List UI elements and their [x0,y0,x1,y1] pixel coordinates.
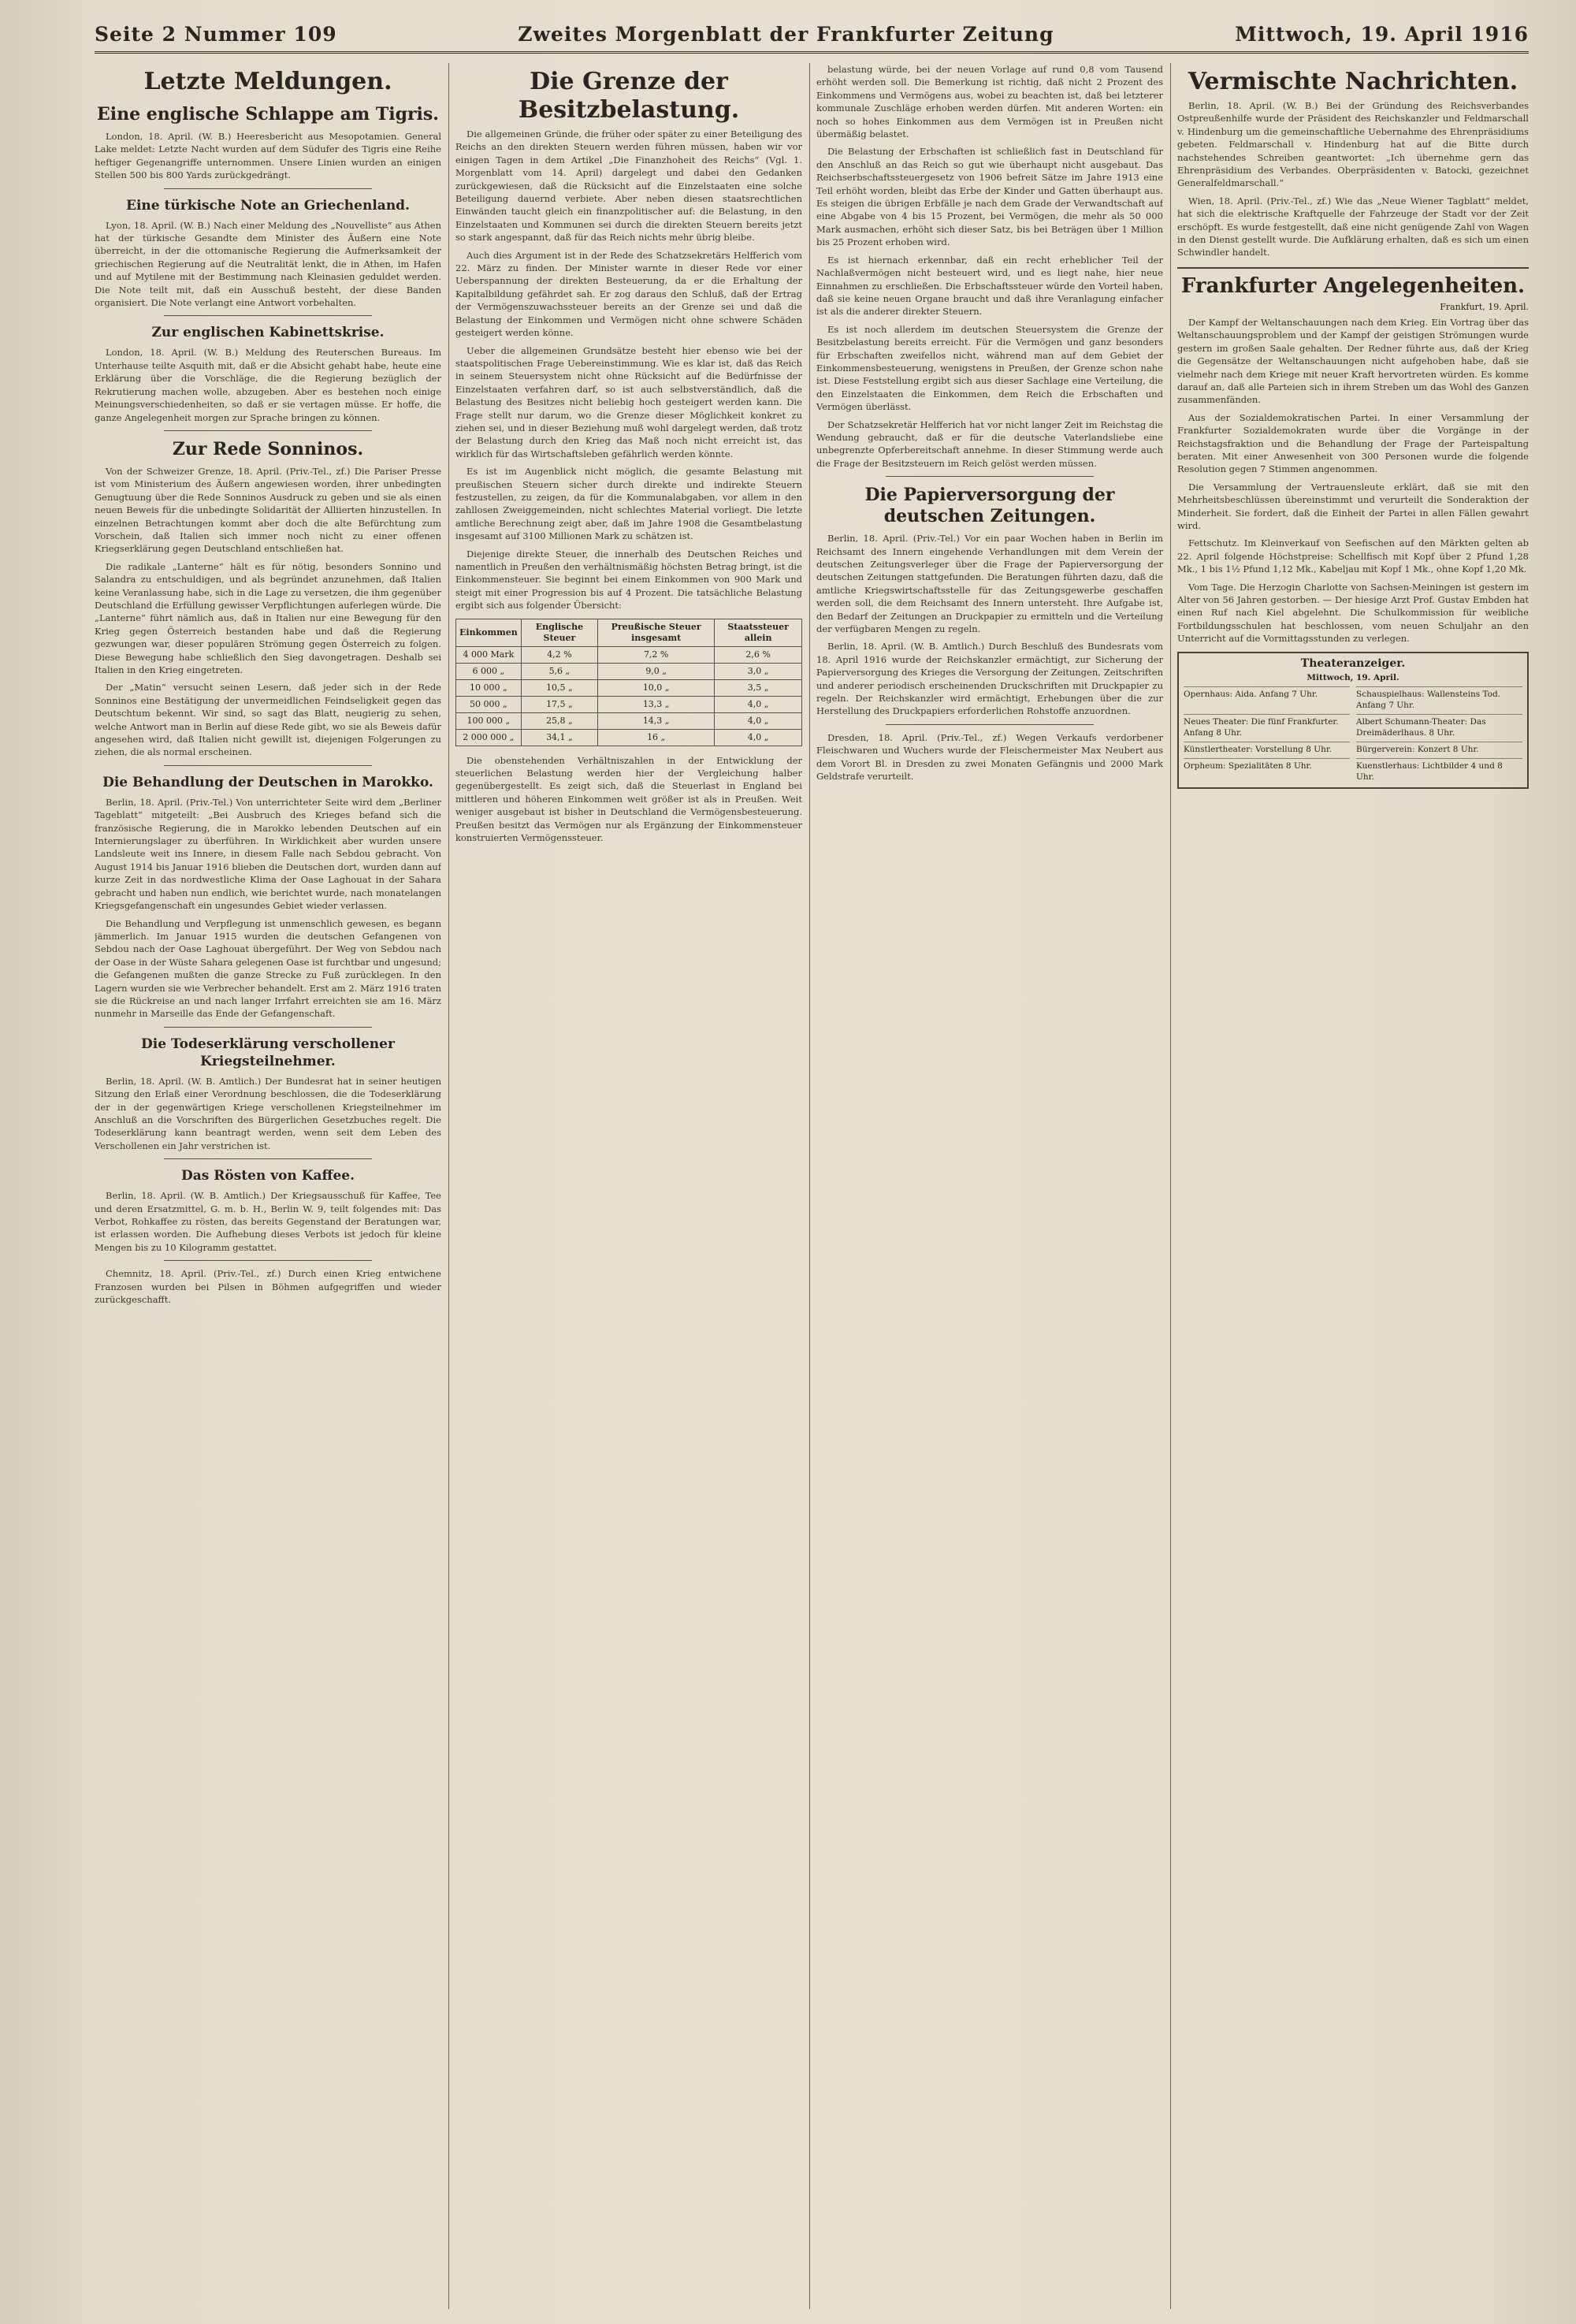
column-rule [1170,63,1171,2309]
table-cell: 3,5 „ [715,679,802,696]
article-headline: Die Behandlung der Deutschen in Marokko. [102,774,433,790]
header-right: Mittwoch, 19. April 1916 [1235,23,1529,46]
listings-date: Mittwoch, 19. April. [1307,672,1399,682]
page-header [95,17,1529,54]
divider [164,1158,372,1159]
listing-item: Opernhaus: Aida. Anfang 7 Uhr. [1184,686,1350,711]
divider [886,476,1094,477]
table-cell: 50 000 „ [456,696,522,712]
divider [164,188,372,189]
listing-item: Schauspielhaus: Wallensteins Tod. Anfang 7 Uhr. [1356,686,1522,711]
table-cell: 2 000 000 „ [456,729,522,746]
table-cell: 4,2 % [521,646,597,663]
article-text: Von der Schweizer Grenze, 18. April. (Priv.-Tel., zf.) Die Pariser Presse ist vom Ministerium des Äußern angewiesen worden, ihrer unbedingten Genugtuung über die Rede Sonninos Ausdruck zu geben und sie als einen neuen Beweis für die unbedingte Solidarität der Alliierten hinzustellen. In einzelnen Betrachtungen kommt aber doch die alte Befürchtung zum Vorschein, daß Italien sich immer noch nicht zu einer offenen Kriegserklärung gegen Deutschland entschließen hat. [95,465,441,555]
column-3 [816,63,1163,2317]
article-text: Der „Matin“ versucht seinen Lesern, daß jeder sich in der Rede Sonninos eine Bestätigung der unvermeidlichen Feindseligkeit gegen das Deutschtum bekennt. Wir sind, so sagt das Blatt, neugierig zu sehen, welche Antwort man in Berlin auf diese Rede gibt, wo sie als Beweis dafür angesehen wird, daß Italien nicht gewillt ist, diejenigen Folgerungen zu ziehen, die als normal erscheinen. [95,682,441,758]
article-text: Der Schatzsekretär Helfferich hat vor nicht langer Zeit im Reichstag die Wendung gebraucht, daß er für die deutsche Vaterlandsliebe eine unbegrenzte Opferbereitschaft annehme. In dieser Stimmung werde auch die Frage der Besitzsteuern im Reich gelöst werden müssen. [816,418,1163,469]
table-row [456,712,802,729]
tax-table [455,619,802,746]
table-row [456,663,802,679]
table-cell: 4,0 „ [715,729,802,746]
listing-item: Bürgerverein: Konzert 8 Uhr. [1356,742,1522,755]
article-text: Lyon, 18. April. (W. B.) Nach einer Meldung des „Nouvelliste“ aus Athen hat der türkische Gesandte dem Minister des Äußern eine Note überreicht, in der die ottomanische Regierung die Aufmerksamkeit der griechischen Regierung auf die Neutralität lenkt, die in Athen, im Hafen und auf Mytilene mit der Bestimmung nach Kleinasien geduldet werden. Die Note teilt mit, daß ein Ausschuß besteht, der diese Banden organisiert. Die Note verlangt eine Antwort vorbehalten. [95,219,441,309]
table-cell: 100 000 „ [456,712,522,729]
article-headline: Die Todeserklärung verschollener Kriegsteilnehmer. [141,1036,395,1069]
listing-item: Neues Theater: Die fünf Frankfurter. Anfang 8 Uhr. [1184,714,1350,738]
table-cell: 4 000 Mark [456,646,522,663]
table-cell: 2,6 % [715,646,802,663]
article-text: Es ist noch allerdem im deutschen Steuersystem die Grenze der Besitzbelastung bereits erreicht. Für die Vermögen und ganz besonders für Erbschaften zweifellos nicht, während man auf dem Gebiet der Einkommensbesteuerung, wenigstens in Preußen, der Grenze schon nahe ist. Diese Feststellung ergibt sich aus dieser Sachlage eine Verteilung, die den Einzelstaaten die Einkommen, dem Reich die Erbschaften und Vermögen überlässt. [816,323,1163,413]
table-cell: 25,8 „ [521,712,597,729]
article-text: Berlin, 18. April. (W. B. Amtlich.) Der Bundesrat hat in seiner heutigen Sitzung den Erlaß einer Verordnung beschlossen, die die Todeserklärung der in der gegenwärtigen Kriege verschollenen Kriegsteilnehmer im Anschluß an die Vorschriften des Bürgerlichen Gesetzbuches regelt. Die Todeserklärung kann beantragt werden, wenn seit dem Leben des Verschollenen ein Jahr verstrichen ist. [95,1075,441,1151]
table-row [456,646,802,663]
section-title: Frankfurter Angelegenheiten. [1177,267,1529,299]
tax-comparison-table [455,619,802,746]
divider [164,430,372,431]
listing-item: Künstlertheater: Vorstellung 8 Uhr. [1184,742,1350,755]
article-text: Es ist im Augenblick nicht möglich, die gesamte Belastung mit preußischen Steuern sicher durch direkte und indirekte Steuern festzustellen, zu zeigen, da für die Kommunalabgaben, vor allem in den zahllosen Zweiggemeinden, nicht schlechtes Material vorliegt. Die letzte amtliche Berechnung zeigt aber, daß im Jahre 1908 die Gesamtbelastung insgesamt auf 3100 Millionen Mark zu schätzen ist. [455,466,802,542]
divider [164,765,372,766]
article-text: Der Kampf der Weltanschauungen nach dem Krieg. Ein Vortrag über das Weltanschauungsproblem und der Kampf der geistigen Strömungen wurde gestern im großen Saale gehalten. Der Redner führte aus, daß der Krieg die Gegensätze der Weltanschauungen nicht aufgehoben habe, daß sie vielmehr nach dem Kriege mit neuer Kraft hervortreten würden. Es komme darauf an, daß alle Parteien sich in ihrem Streben um das Wohl des Ganzen zusammenfänden. [1177,316,1529,406]
table-cell: 17,5 „ [521,696,597,712]
listings-title: Theateranzeiger. [1300,656,1406,670]
article-text: Chemnitz, 18. April. (Priv.-Tel., zf.) Durch einen Krieg entwichene Franzosen wurden bei Pilsen in Böhmen aufgegriffen und wieder zurückgeschafft. [95,1268,441,1306]
column-4 [1177,63,1529,2317]
table-cell: 34,1 „ [521,729,597,746]
article-text: Die radikale „Lanterne“ hält es für nötig, besonders Sonnino und Salandra zu entschuldigen, und als begründet anzunehmen, daß Italien keine Veranlassung habe, sich in die Lage zu versetzen, die ihm gegenüber Deutschland die Erfüllung gewisser Verpflichtungen auferlegen würde. Die „Lanterne“ führt nämlich aus, daß in Italien nur eine Bewegung für den Krieg gegen Österreich bestanden habe und daß die Regierung gezwungen war, dieser populären Strömung gegen Österreich zu folgen. Diese Bewegung habe schließlich den Sieg davongetragen. Deshalb sei Italien in den Krieg eingetreten. [95,560,441,675]
article-headline: Zur Rede Sonninos. [172,438,364,459]
divider [164,315,372,316]
table-cell: 13,3 „ [598,696,715,712]
header-center: Zweites Morgenblatt der Frankfurter Zeitung [518,23,1054,46]
listing-item: Kuenstlerhaus: Lichtbilder 4 und 8 Uhr. [1356,758,1522,783]
article-text: Vom Tage. Die Herzogin Charlotte von Sachsen-Meiningen ist gestern im Alter von 56 Jahren gestorben. — Der hiesige Arzt Prof. Gustav Embden hat einen Ruf nach Kiel abgelehnt. Die Schulkommission für weibliche Fortbildungsschulen hat beschlossen, vom neuen Schuljahr an den Unterricht auf die Vormittagsstunden zu verlegen. [1177,581,1529,645]
table-cell: 10,0 „ [598,679,715,696]
table-header: Englische Steuer [521,619,597,646]
column-rule [448,63,449,2309]
theater-listings [1177,652,1529,789]
article-text: belastung würde, bei der neuen Vorlage auf rund 0,8 vom Tausend erhöht werden soll. Die Bemerkung ist richtig, daß nicht 2 Prozent des Einkommens und Vermögens aus, wobei zu beachten ist, daß bei letzterer kommunale Zuschläge erhoben werden dürfen. Mit anderen Worten: ein noch so hohes Einkommen aus dem Vermögen ist in Preußen nicht übermäßig belastet. [816,64,1163,140]
table-cell: 10,5 „ [521,679,597,696]
listing-item: Orpheum: Spezialitäten 8 Uhr. [1184,758,1350,783]
table-header: Staatssteuer allein [715,619,802,646]
table-cell: 4,0 „ [715,696,802,712]
table-cell: 7,2 % [598,646,715,663]
dateline: Frankfurt, 19. April. [1440,301,1529,312]
table-header: Preußische Steuer insgesamt [598,619,715,646]
table-cell: 6 000 „ [456,663,522,679]
article-headline: Zur englischen Kabinettskrise. [151,325,385,341]
table-cell: 14,3 „ [598,712,715,729]
table-cell: 5,6 „ [521,663,597,679]
article-headline: Die Papierversorgung der deutschen Zeitungen. [864,485,1115,527]
article-text: Dresden, 18. April. (Priv.-Tel., zf.) Wegen Verkaufs verdorbener Fleischwaren und Wuchers wurde der Fleischermeister Max Neubert aus dem Vorort Bl. in Dresden zu zwei Monaten Gefängnis und 2000 Mark Geldstrafe verurteilt. [816,731,1163,783]
article-text: Aus der Sozialdemokratischen Partei. In einer Versammlung der Frankfurter Sozialdemokraten wurde über die Vorgänge in der Reichstagsfraktion und die Behandlung der Frage der Parteispaltung beraten. Mit einer Anwesenheit von 300 Personen wurde die folgende Resolution gegen 7 Stimmen angenommen. [1177,411,1529,475]
article-headline: Die Grenze der Besitzbelastung. [518,68,740,124]
table-row [456,696,802,712]
listings-grid [1184,686,1522,783]
article-text: Berlin, 18. April. (W. B. Amtlich.) Durch Beschluß des Bundesrats vom 18. April 1916 wurde der Reichskanzler ermächtigt, zur Sicherung der Papierversorgung des Krieges die Versorgung der Zeitungen, Zeitschriften und anderer periodisch erscheinenden Druckschriften mit Druckpapier zu regeln. Der Reichskanzler wird ermächtigt, Erhebungen über die zur Herstellung des Druckpapiers erforderlichen Rohstoffe anzuordnen. [816,641,1163,717]
header-left: Seite 2 Nummer 109 [95,23,337,46]
table-cell: 10 000 „ [456,679,522,696]
divider [886,724,1094,725]
table-cell: 3,0 „ [715,663,802,679]
table-cell: 16 „ [598,729,715,746]
divider [164,1260,372,1261]
article-text: Berlin, 18. April. (Priv.-Tel.) Vor ein paar Wochen haben in Berlin im Reichsamt des Innern eingehende Verhandlungen mit dem Verein der deutschen Zeitungsverleger über die Frage der Papierversorgung der deutschen Zeitungen stattgefunden. Die Beratungen führten dazu, daß die amtliche Kriegswirtschaftsstelle für das Zeitungsgewerbe geschaffen werden soll, die dem Reichsamt des Innern untersteht. Ihre Aufgabe ist, den Bedarf der Zeitungen an Druckpapier zu ermitteln und die Verteilung der verfügbaren Mengen zu regeln. [816,533,1163,635]
article-text: Berlin, 18. April. (W. B.) Bei der Gründung des Reichsverbandes Ostpreußenhilfe wurde der Präsident des Reichskanzler und Feldmarschall v. Hindenburg um die gemeinschaftliche Uebernahme des Ehrenpräsidiums gebeten. Feldmarschall v. Hindenburg hat auf die Bitte durch nachstehendes Schreiben geantwortet: „Ich übernehme gern das Ehrenpräsidium des Verbandes. Oberpräsidenten v. Batocki, gezeichnet Generalfeldmarschall.“ [1177,100,1529,189]
article-headline: Das Rösten von Kaffee. [180,1168,355,1184]
article-text: Wien, 18. April. (Priv.-Tel., zf.) Wie das „Neue Wiener Tagblatt“ meldet, hat sich die elektrische Kraftquelle der Fahrzeuge der Stadt vor der Zeit erschöpft. Es wurde festgestellt, daß eine nicht genügende Zahl von Wagen in den Dienst gestellt wurde. Die Aufklärung erhalten, daß es sich um einen Schwindler handelt. [1177,195,1529,258]
table-cell: 4,0 „ [715,712,802,729]
article-text: London, 18. April. (W. B.) Heeresbericht aus Mesopotamien. General Lake meldet: Letzte Nacht wurden auf dem Südufer des Tigris eine Reihe heftiger Gegenangriffe unternommen. Unsere Linien wurden an einigen Stellen 500 bis 800 Yards zurückgedrängt. [95,131,441,181]
article-headline: Eine englische Schlappe am Tigris. [97,104,439,125]
table-row [456,679,802,696]
column-1 [95,63,441,2317]
article-text: Die obenstehenden Verhältniszahlen in der Entwicklung der steuerlichen Belastung werden hier der Vergleichung halber gegenübergestellt. Es zeigt sich, daß die Steuerlast in England bei mittleren und höheren Einkommen weit größer ist als in Preußen. Weit weniger ausgebaut ist bisher in Deutschland die Vermögensbesteuerung. Preußen besitzt das Vermögen nur als Ergänzung der Einkommensteuer konstruierten Vermögenssteuer. [455,754,802,844]
listing-item: Albert Schumann-Theater: Das Dreimäderlhaus. 8 Uhr. [1356,714,1522,738]
column-rule [809,63,810,2309]
article-text: Berlin, 18. April. (W. B. Amtlich.) Der Kriegsausschuß für Kaffee, Tee und deren Ersatzmittel, G. m. b. H., Berlin W. 9, teilt folgendes mit: Das Verbot, Rohkaffee zu rösten, das bereits Gegenstand der Beratungen war, ist erlassen worden. Die Aufhebung dieses Verbots ist jedoch für kleine Mengen bis zu 10 Kilogramm gestattet. [95,1190,441,1253]
article-text: Fettschutz. Im Kleinverkauf von Seefischen auf den Märkten gelten ab 22. April folgende Höchstpreise: Schellfisch mit Kopf über 2 Pfund 1,28 Mk., 1 bis 1½ Pfund 1,12 Mk., Kabeljau mit Kopf 1 Mk., ohne Kopf 1,20 Mk. [1177,537,1529,575]
section-title: Letzte Meldungen. [143,68,392,95]
article-text: Es ist hiernach erkennbar, daß ein recht erheblicher Teil der Nachlaßvermögen nicht besteuert wird, und es liegt nahe, hier neue Einnahmen zu erschließen. Die Erbschaftssteuer würde den Vorteil haben, daß sie keine neuen Organe braucht und daß ihre Veranlagung einfacher ist als die anderer direkter Steuern. [816,254,1163,318]
article-text: Die allgemeinen Gründe, die früher oder später zu einer Beteiligung des Reichs an den direkten Steuern werden führen müssen, haben wir vor einigen Tagen in dem Artikel „Die Finanzhoheit des Reichs“ (Vgl. 1. Morgenblatt vom 14. April) dargelegt und dabei den Gedanken zurückgewiesen, daß die Rücksicht auf die Einzelstaaten eine solche Beteiligung dauernd verbiete. Aber neben diesen staatsrechtlichen Einwänden taucht gleich ein finanzpolitischer auf: die Belastung, in den Einzelstaaten und Kommunen sei durch die direkten Steuern bereits jetzt so stark angespannt, daß für das Reich nichts mehr übrig bleibe. [455,128,802,244]
article-headline: Eine türkische Note an Griechenland. [126,197,410,214]
article-text: Ueber die allgemeinen Grundsätze besteht hier ebenso wie bei der staatspolitischen Frage Uebereinstimmung. Wie es klar ist, daß das Reich in seinem Steuersystem nicht ohne Rücksicht auf die Bedürfnisse der Einzelstaaten verfahren darf, so ist auch selbstverständlich, daß die Belastung des Besitzes nicht beliebig hoch gesteigert werden kann. Die Frage stellt nur darum, wo die Grenze dieser Möglichkeit konkret zu ziehen sei, und in dieser Beziehung muß wohl dargelegt werden, daß trotz der Belastung durch den Krieg das Maß noch nicht erreicht ist, das wirklich für das Wirtschaftsleben gefährlich werden könnte. [455,344,802,459]
article-text: London, 18. April. (W. B.) Meldung des Reuterschen Bureaus. Im Unterhause teilte Asquith mit, daß er die Absicht gehabt habe, heute eine Erklärung über die Vorschläge, die die Regierung bezüglich der Rekrutierung machen wolle, abzugeben. Aber es bestehen noch einige Meinungsverschiedenheiten, so daß er sie vertagen müsse. Er hoffe, die ganze Angelegenheit morgen zur Sprache bringen zu können. [95,347,441,423]
article-text: Die Behandlung und Verpflegung ist unmenschlich gewesen, es begann jämmerlich. Im Januar 1915 wurden die deutschen Gefangenen von Sebdou nach der Oase Laghouat übergeführt. Der Weg von Sebdou nach der Oase in der Wüste Sahara gelegenen Oase ist furchtbar und ungesund; die Gefangenen mußten die ganze Strecke zu Fuß zurücklegen. In den Lagern wurden sie wie Verbrecher behandelt. Erst am 2. März 1916 traten sie die Rückreise an und nach langer Irrfahrt erreichten sie am 16. März nunmehr in Marseille das Ende der Gefangenschaft. [95,917,441,1020]
table-header: Einkommen [456,619,522,646]
table-cell: 9,0 „ [598,663,715,679]
article-text: Auch dies Argument ist in der Rede des Schatzsekretärs Helfferich vom 22. März zu finden. Der Minister warnte in dieser Rede vor einer Ueberspannung der direkten Besteuerung, da er die Erhaltung der Kapitalbildung gefährdet sah. Er zog daraus den Schluß, daß der Ertrag der Vermögenszuwachssteuer bereits an der Grenze sei und daß die Belastung der Einkommen und Vermögen nicht ohne schwere Schäden gesteigert werden könne. [455,249,802,339]
article-text: Diejenige direkte Steuer, die innerhalb des Deutschen Reiches und namentlich in Preußen den verhältnismäßig höchsten Betrag bringt, ist die Einkommensteuer. Sie beginnt bei einem Einkommen von 900 Mark und steigt mit einer Progression bis auf 4 Prozent. Die tatsächliche Belastung ergibt sich aus folgender Übersicht: [455,548,802,612]
article-text: Berlin, 18. April. (Priv.-Tel.) Von unterrichteter Seite wird dem „Berliner Tageblatt“ mitgeteilt: „Bei Ausbruch des Krieges befand sich die französische Regierung, die in Marokko lebenden Deutschen auf ein Internierungslager zu überführen. In Wirklichkeit aber wurden unsere Landsleute weit ins Innere, in diesem Falle nach Sebdou gebracht. Von August 1914 bis Januar 1916 blieben die Deutschen dort, wurden dann auf kurze Zeit in das nordwestliche Klima der Oase Laghouat in der Sahara gebracht und haben nun endlich, wie berichtet wurde, nach monatelangen Kriegsgefangenschaft ein ungesundes Gebiet wieder verlassen. [95,796,441,912]
column-2 [455,63,802,2317]
article-text: Die Versammlung der Vertrauensleute erklärt, daß sie mit den Mehrheitsbeschlüssen übereinstimmt und verurteilt die Sonderaktion der Minderheit. Sie fordert, daß die Einheit der Partei in allen Fällen gewahrt wird. [1177,481,1529,531]
section-title: Vermischte Nachrichten. [1188,68,1518,95]
divider [164,1027,372,1028]
article-text: Die Belastung der Erbschaften ist schließlich fast in Deutschland für den Anschluß an das Reich so gut wie überhaupt nicht ausgebaut. Das Reichserbschaftssteuergesetz von 1906 befreit Sätze im Jahre 1913 eine Teil erhöht worden, bleibt das Erbe der Kinder und Gatten überhaupt aus. Es steigen die übrigen Erbfälle je nach dem Grade der Verwandtschaft auf eine Abgabe von 4 bis 15 Prozent, bei Vermögen, die mehr als 50 000 Mark ausmachen, erhöht sich dieser Satz, bis bei Beträgen über 1 Million bis 25 Prozent erhoben wird. [816,146,1163,248]
table-row [456,729,802,746]
